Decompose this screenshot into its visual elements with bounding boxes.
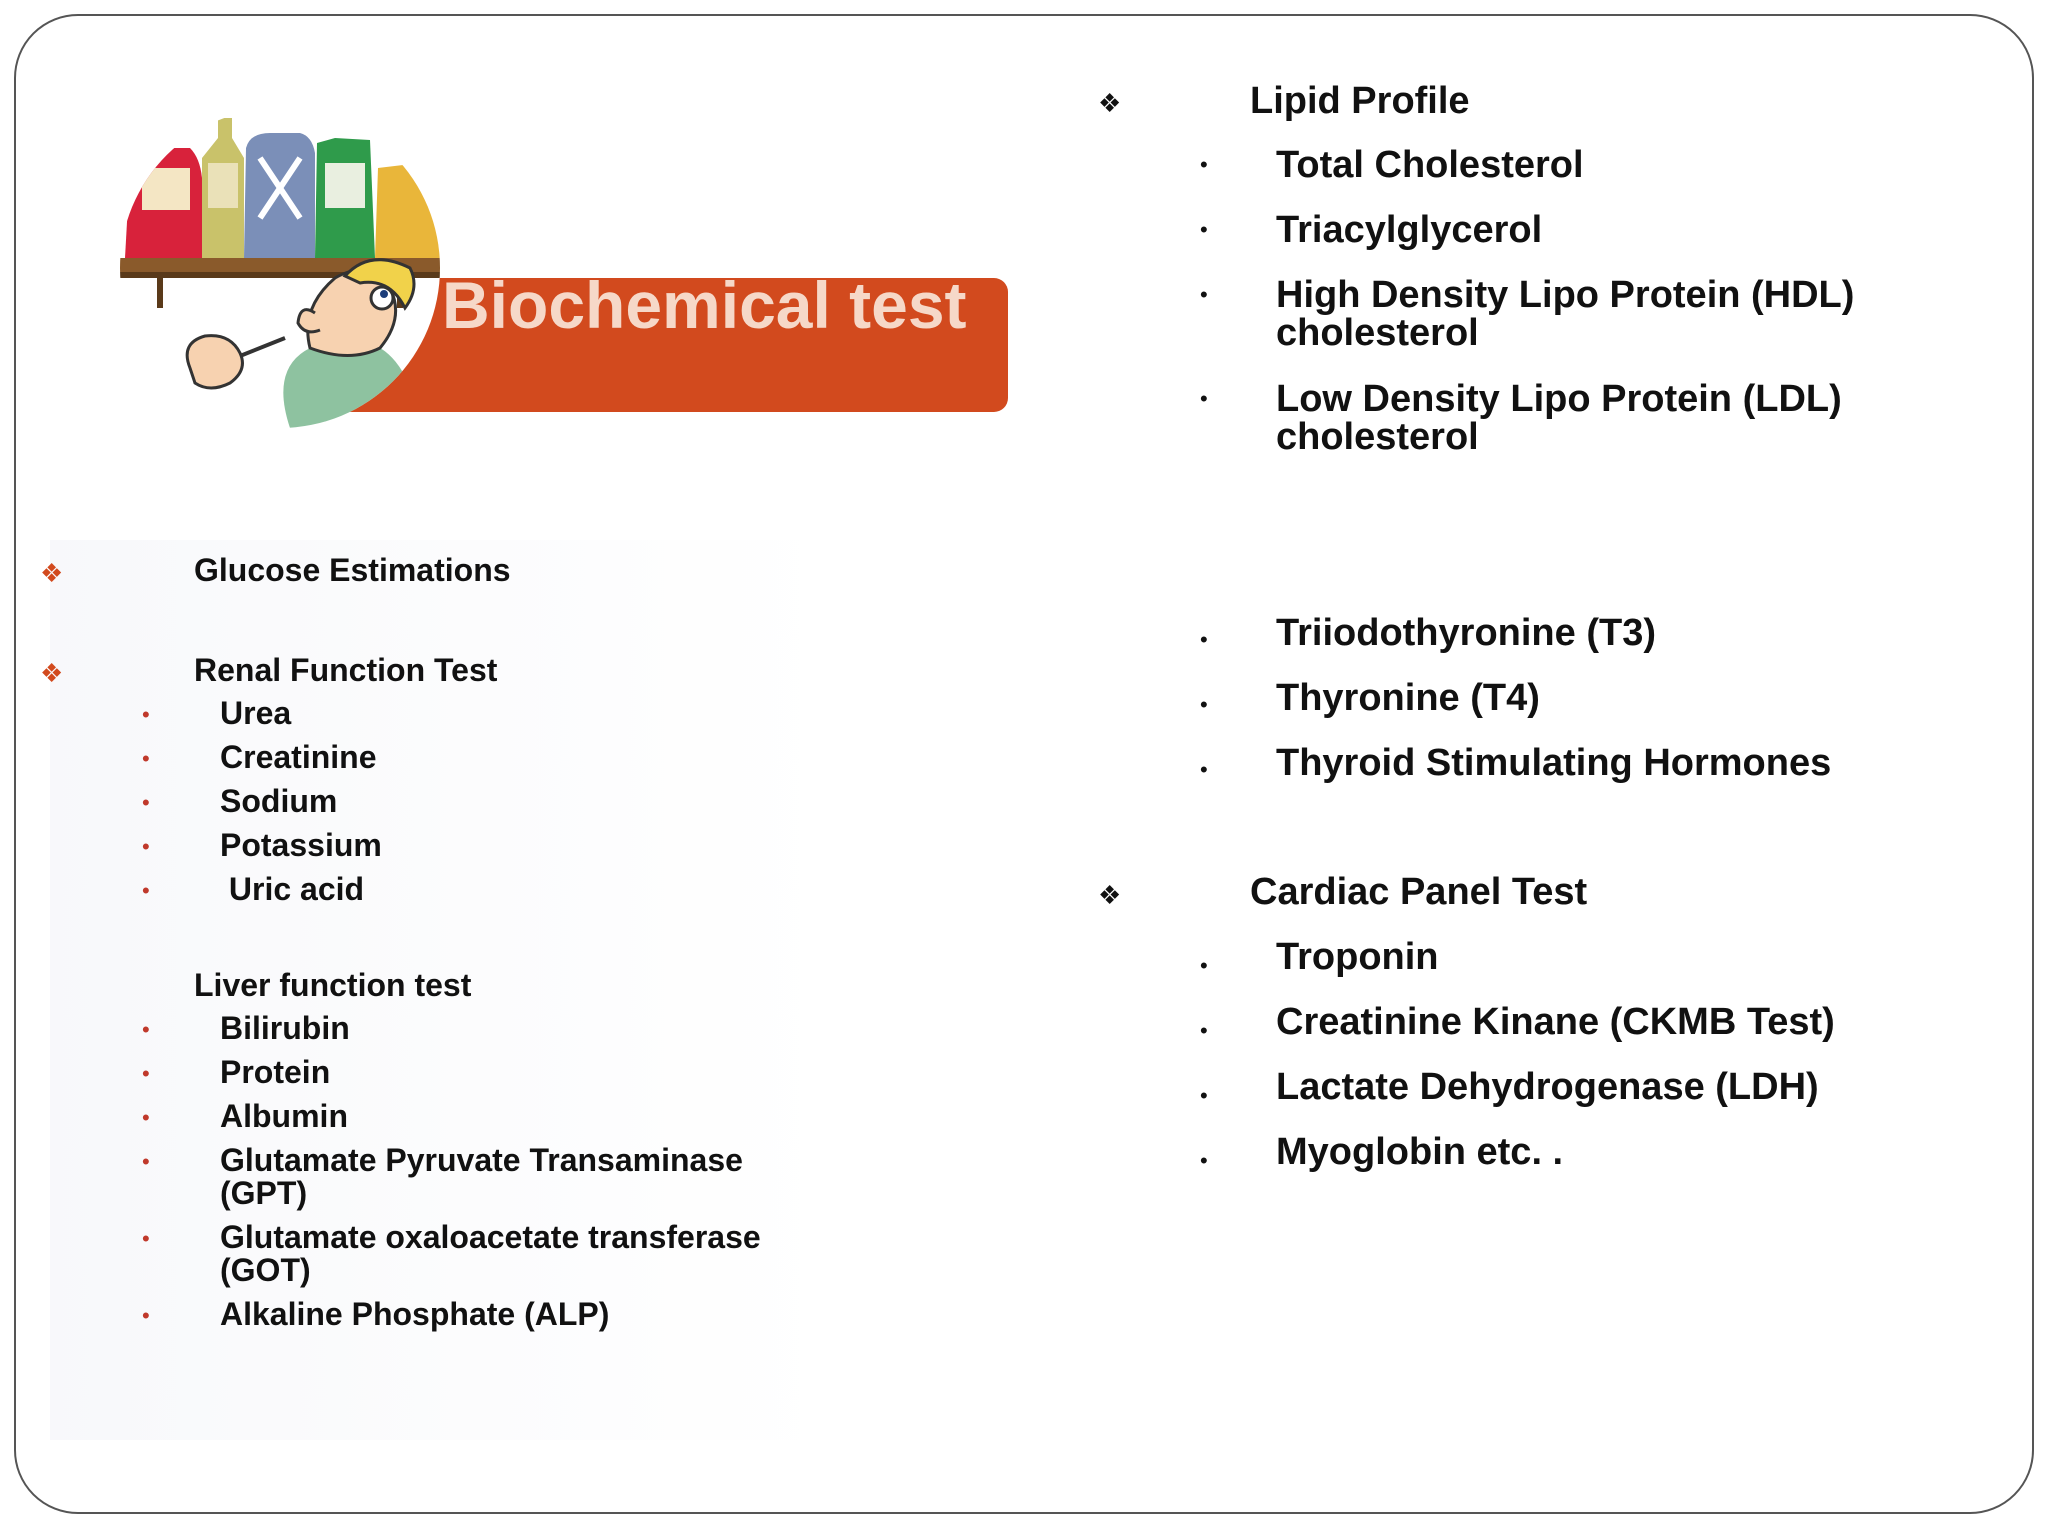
bullet-icon: • [1200,1083,1208,1108]
bullet-icon: • [142,1017,150,1042]
slide-title: Biochemical test [442,268,967,342]
bullet-icon: • [1200,386,1208,411]
bullet-icon: • [142,790,150,815]
list-item-alp: Alkaline Phosphate (ALP) [220,1296,610,1332]
bullet-icon: • [1200,1018,1208,1043]
diamond-bullet-icon: ❖ [1098,88,1122,118]
bullet-icon: • [142,1061,150,1086]
heading-lipid: Lipid Profile [1250,80,1470,122]
list-item-albumin: Albumin [220,1098,348,1134]
list-item-triacylglycerol: Triacylglycerol [1276,209,1543,251]
list-item-troponin: Troponin [1276,936,1439,978]
list-item-t3: Triiodothyronine (T3) [1276,612,1656,654]
bullet-icon: • [1200,152,1208,177]
list-item-bilirubin: Bilirubin [220,1010,350,1046]
list-item-protein: Protein [220,1054,331,1090]
bullet-icon: • [142,746,150,771]
bullet-icon: • [1200,217,1208,242]
bullet-icon: • [1200,953,1208,978]
bullet-icon: • [1200,282,1208,307]
list-item-sodium: Sodium [220,783,338,819]
list-item-ldl: Low Density Lipo Protein (LDL) cholesterol [1276,378,1842,458]
bullet-icon: • [1200,627,1208,652]
bullet-icon: • [1200,757,1208,782]
bullet-icon: • [142,1303,150,1328]
bullet-icon: • [142,702,150,727]
list-item-ckmb: Creatinine Kinane (CKMB Test) [1276,1001,1835,1043]
bullet-icon: • [142,1226,150,1251]
list-item-hdl: High Density Lipo Protein (HDL) cholesterol [1276,274,1855,354]
list-item-total-cholesterol: Total Cholesterol [1276,144,1584,186]
list-item-myoglobin: Myoglobin etc. . [1276,1131,1564,1173]
heading-renal: Renal Function Test [194,652,498,688]
list-item-gpt: Glutamate Pyruvate Transaminase (GPT) [220,1142,743,1211]
diamond-bullet-icon: ❖ [1098,880,1122,910]
heading-cardiac: Cardiac Panel Test [1250,871,1588,913]
bullet-icon: • [142,1149,150,1174]
diamond-bullet-icon: ❖ [40,558,64,588]
bullet-icon: • [142,878,150,903]
list-item-got: Glutamate oxaloacetate transferase (GOT) [220,1219,761,1288]
heading-glucose: Glucose Estimations [194,552,511,588]
list-item-creatinine: Creatinine [220,739,377,775]
bullet-icon: • [1200,1148,1208,1173]
list-item-uric-acid: Uric acid [220,871,365,907]
list-item-t4: Thyronine (T4) [1276,677,1540,719]
bullet-icon: • [1200,692,1208,717]
chemistry-clipart-illustration [120,108,440,428]
bullet-icon: • [142,834,150,859]
list-item-urea: Urea [220,695,292,731]
diamond-bullet-icon: ❖ [40,658,64,688]
bullet-icon: • [142,1105,150,1130]
heading-liver: Liver function test [194,967,472,1003]
list-item-potassium: Potassium [220,827,382,863]
list-item-ldh: Lactate Dehydrogenase (LDH) [1276,1066,1819,1108]
list-item-tsh: Thyroid Stimulating Hormones [1276,742,1832,784]
